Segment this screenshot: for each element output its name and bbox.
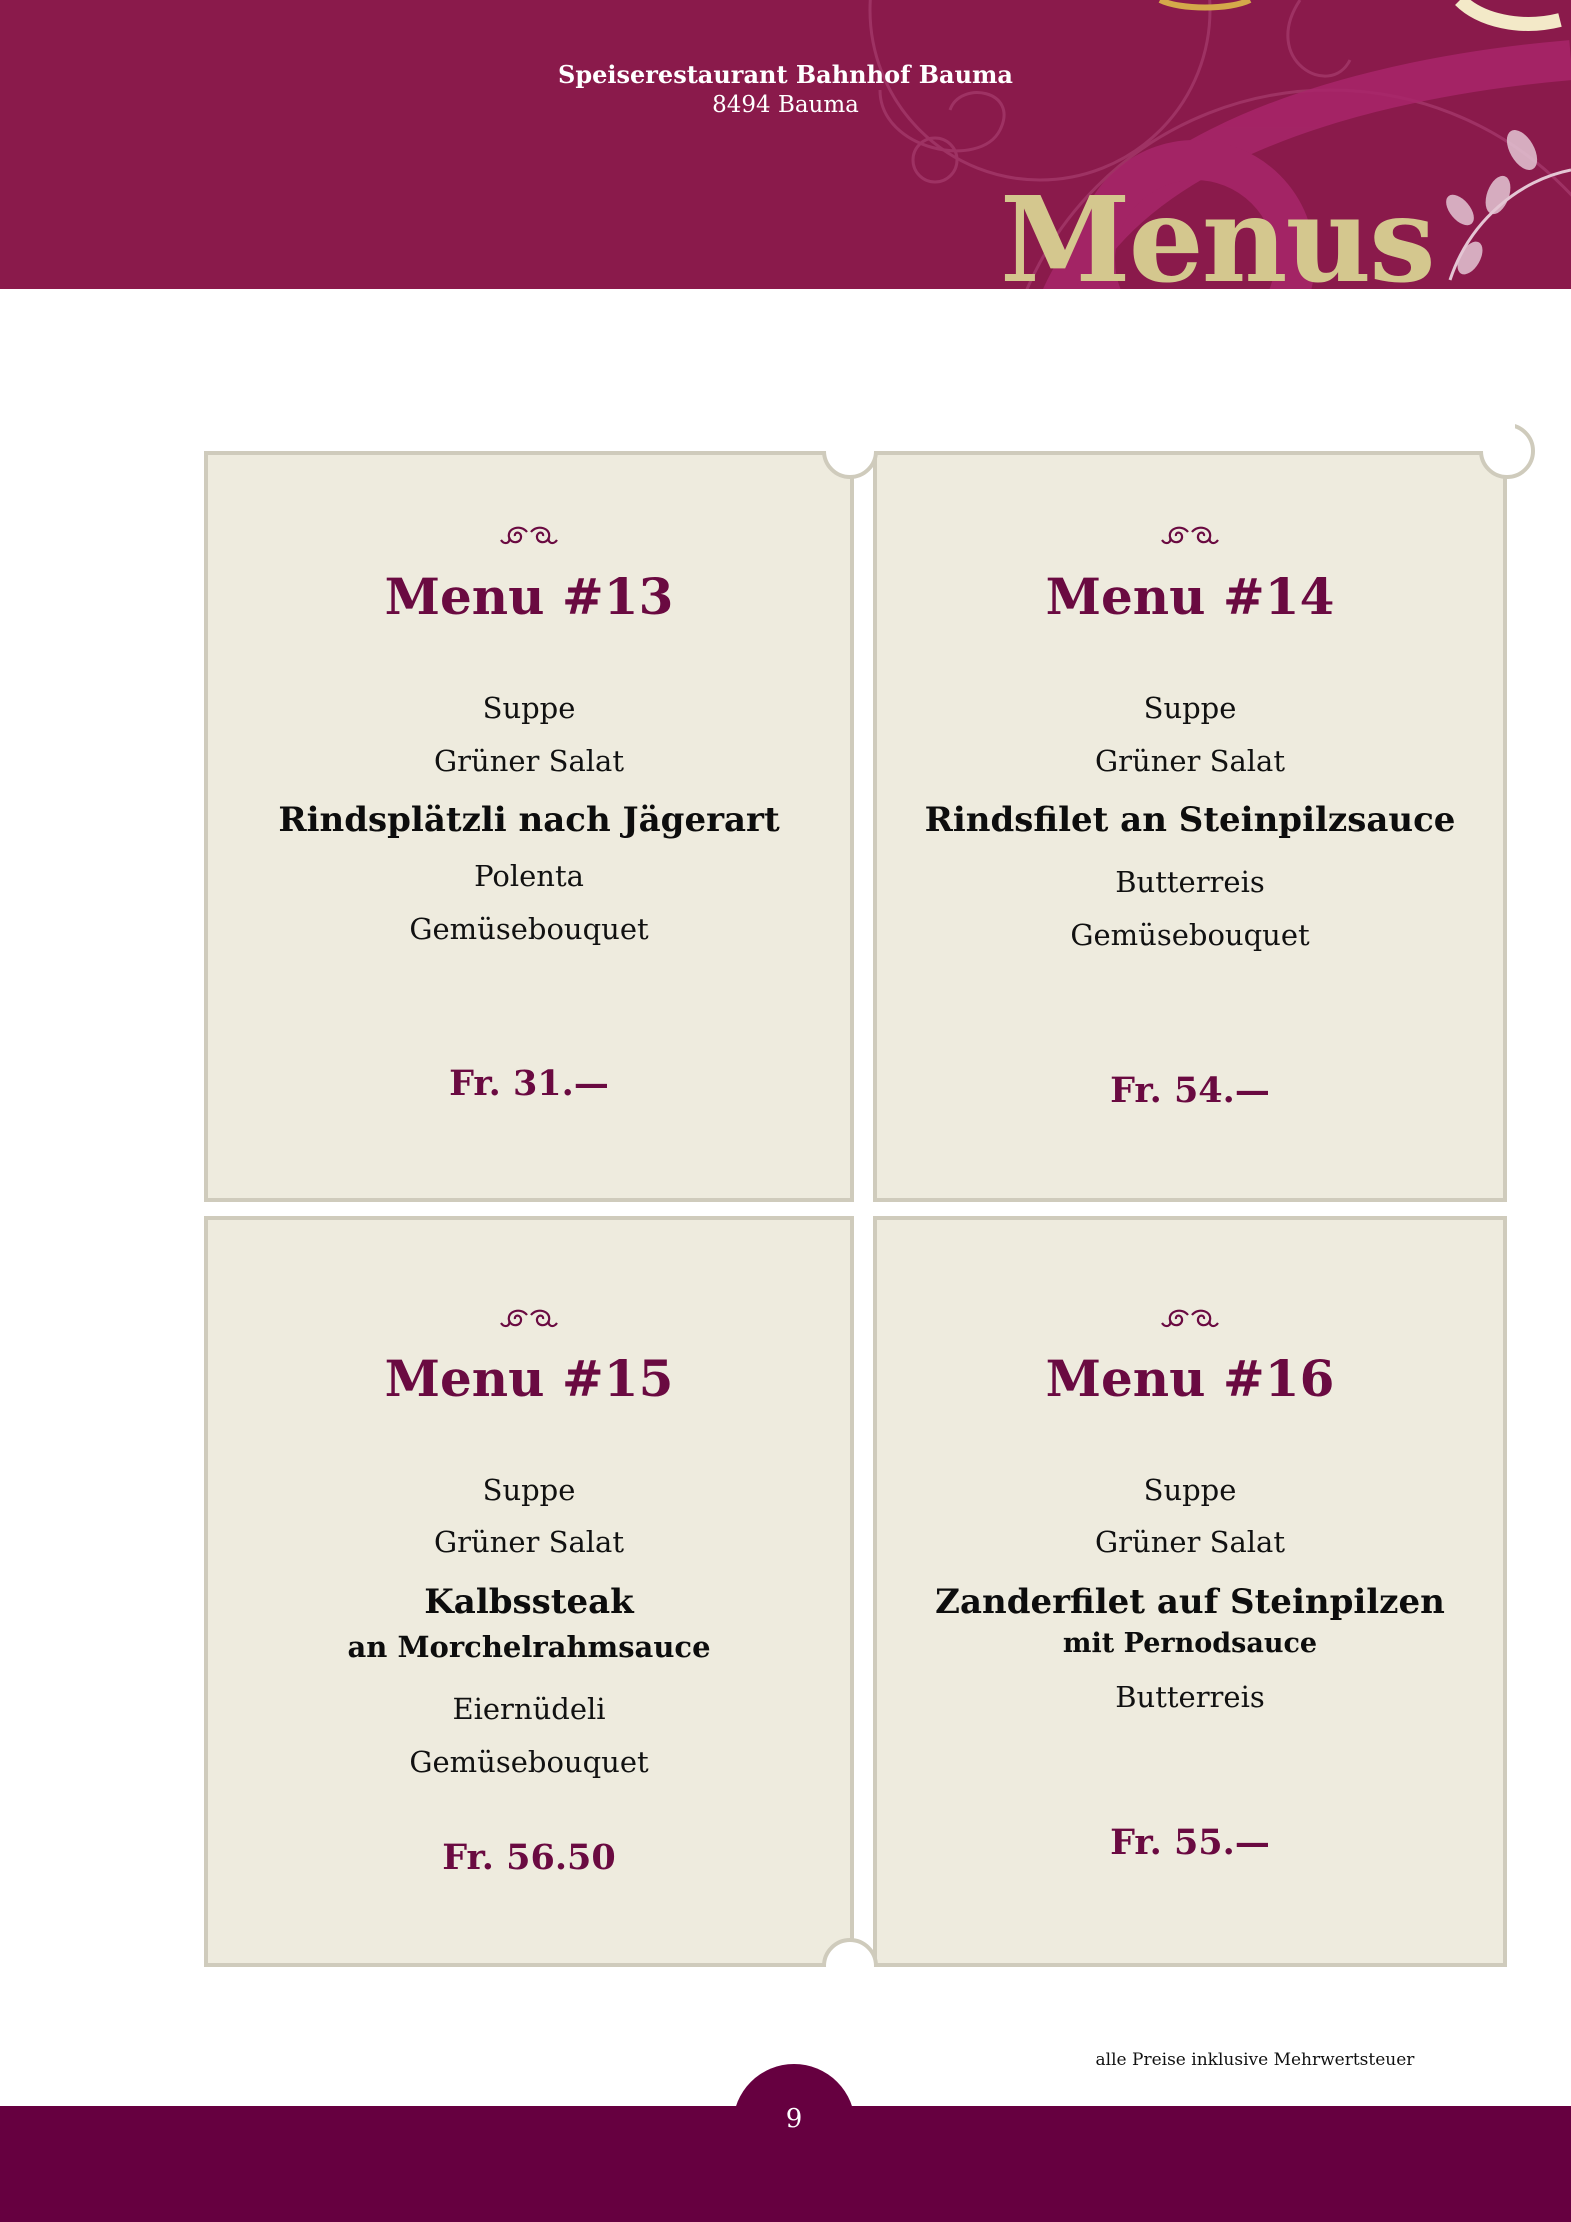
- menu-title: Menu #16: [1045, 1349, 1335, 1408]
- menu-card-13: [204, 451, 854, 1202]
- menu-side: Gemüsebouquet: [409, 1745, 649, 1779]
- menu-side: Gemüsebouquet: [409, 912, 649, 946]
- menu-side: Eiernüdeli: [452, 1692, 606, 1726]
- menu-side: Gemüsebouquet: [1070, 918, 1310, 952]
- menu-starter: Suppe: [1143, 691, 1237, 725]
- menu-price: Fr. 31.—: [449, 1063, 609, 1104]
- header-banner: [0, 0, 1571, 289]
- menu-side: Polenta: [474, 859, 584, 893]
- menu-card-14: [873, 451, 1507, 1202]
- menu-salad: Grüner Salat: [1094, 744, 1285, 778]
- menu-salad: Grüner Salat: [433, 744, 624, 778]
- menu-side: Butterreis: [1115, 865, 1265, 899]
- menu-title: Menu #14: [1045, 567, 1335, 626]
- menu-card-15: [204, 1216, 854, 1967]
- flourish-ornament-icon: [208, 526, 850, 552]
- menu-starter: Suppe: [482, 691, 576, 725]
- menu-title: Menu #15: [384, 1349, 674, 1408]
- menu-main-dish: Zanderfilet auf Steinpilzen: [935, 1582, 1445, 1622]
- menu-starter: Suppe: [1143, 1473, 1237, 1507]
- flourish-ornament-icon: [208, 1309, 850, 1335]
- page-title: Menus: [1000, 170, 1434, 289]
- menu-salad: Grüner Salat: [433, 1525, 624, 1559]
- menu-title: Menu #13: [384, 567, 674, 626]
- menu-price: Fr. 55.—: [1110, 1822, 1270, 1863]
- menu-main-dish-sauce: an Morchelrahmsauce: [347, 1630, 711, 1664]
- menu-price: Fr. 56.50: [442, 1837, 616, 1878]
- restaurant-name: Speiserestaurant Bahnhof Bauma: [558, 60, 1013, 89]
- notch-mask: [818, 420, 882, 451]
- menu-main-dish: Rindsplätzli nach Jägerart: [278, 800, 780, 840]
- menu-price: Fr. 54.—: [1110, 1070, 1270, 1111]
- menu-starter: Suppe: [482, 1473, 576, 1507]
- restaurant-city: 8494 Bauma: [712, 92, 859, 118]
- menu-side: Butterreis: [1115, 1680, 1265, 1714]
- notch-mask: [818, 1967, 882, 1999]
- flourish-ornament-icon: [877, 1309, 1503, 1335]
- menu-main-dish: Kalbssteak: [424, 1582, 634, 1622]
- menu-main-dish-sauce: mit Pernodsauce: [1062, 1628, 1318, 1659]
- menu-card-16: [873, 1216, 1507, 1967]
- page-number: 9: [785, 2104, 803, 2134]
- flourish-ornament-icon: [877, 526, 1503, 552]
- menu-salad: Grüner Salat: [1094, 1525, 1285, 1559]
- notch-mask: [1475, 420, 1515, 451]
- tax-note: alle Preise inklusive Mehrwertsteuer: [1095, 2050, 1415, 2070]
- menu-main-dish: Rindsfilet an Steinpilzsauce: [924, 800, 1456, 840]
